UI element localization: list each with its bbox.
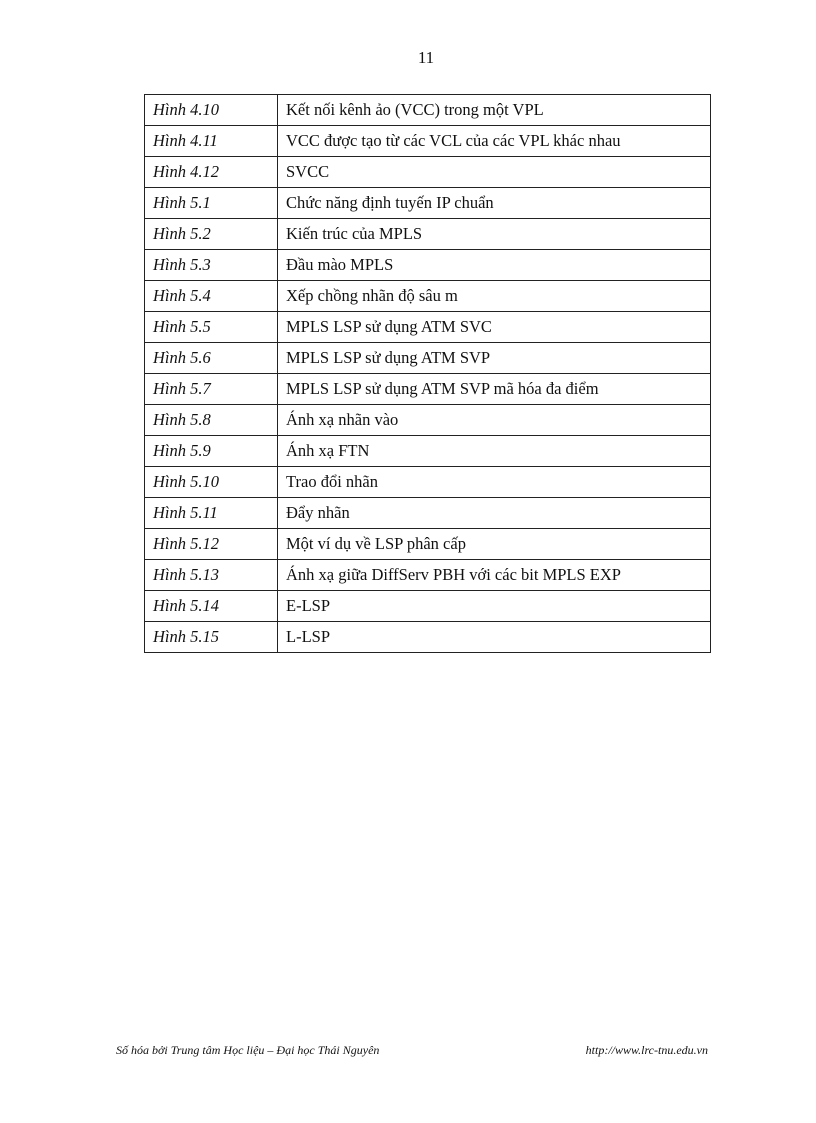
figure-title: Kiến trúc của MPLS <box>278 219 711 250</box>
figure-list-body <box>145 95 711 653</box>
figure-title: VCC được tạo từ các VCL của các VPL khác nhau <box>278 126 711 157</box>
figure-number: Hình 5.11 <box>145 498 278 529</box>
table-row <box>145 498 711 529</box>
figure-title: Chức năng định tuyến IP chuẩn <box>278 188 711 219</box>
figure-number: Hình 5.1 <box>145 188 278 219</box>
figure-number: Hình 4.10 <box>145 95 278 126</box>
footer-source-text: Số hóa bởi Trung tâm Học liệu – Đại học Thái Nguyên <box>116 1043 380 1057</box>
table-row <box>145 250 711 281</box>
figure-number: Hình 5.5 <box>145 312 278 343</box>
figure-number: Hình 5.3 <box>145 250 278 281</box>
figure-number: Hình 4.11 <box>145 126 278 157</box>
figure-title: Ánh xạ nhãn vào <box>278 405 711 436</box>
table-row <box>145 374 711 405</box>
table-row <box>145 281 711 312</box>
table-row <box>145 467 711 498</box>
figure-list-table <box>144 94 711 653</box>
page-number: 11 <box>417 48 435 67</box>
figure-number: Hình 5.4 <box>145 281 278 312</box>
figure-number: Hình 5.13 <box>145 560 278 591</box>
footer-url: http://www.lrc-tnu.edu.vn <box>585 1043 708 1057</box>
figure-title: Ánh xạ giữa DiffServ PBH với các bit MPLS EXP <box>278 560 711 591</box>
table-row <box>145 95 711 126</box>
figure-title: SVCC <box>278 157 711 188</box>
figure-number: Hình 4.12 <box>145 157 278 188</box>
figure-number: Hình 5.9 <box>145 436 278 467</box>
figure-title: Xếp chồng nhãn độ sâu m <box>278 281 711 312</box>
figure-title: L-LSP <box>278 622 711 653</box>
table-row <box>145 436 711 467</box>
figure-number: Hình 5.6 <box>145 343 278 374</box>
figure-title: Một ví dụ về LSP phân cấp <box>278 529 711 560</box>
table-row <box>145 622 711 653</box>
figure-title: Đẩy nhãn <box>278 498 711 529</box>
figure-title: Kết nối kênh ảo (VCC) trong một VPL <box>278 95 711 126</box>
table-row <box>145 529 711 560</box>
figure-title: Đầu mào MPLS <box>278 250 711 281</box>
figure-title: MPLS LSP sử dụng ATM SVC <box>278 312 711 343</box>
figure-title: E-LSP <box>278 591 711 622</box>
table-row <box>145 560 711 591</box>
figure-number: Hình 5.14 <box>145 591 278 622</box>
table-row <box>145 219 711 250</box>
figure-number: Hình 5.12 <box>145 529 278 560</box>
figure-title: MPLS LSP sử dụng ATM SVP mã hóa đa điểm <box>278 374 711 405</box>
figure-number: Hình 5.10 <box>145 467 278 498</box>
table-row <box>145 405 711 436</box>
figure-title: Trao đổi nhãn <box>278 467 711 498</box>
table-row <box>145 591 711 622</box>
table-row <box>145 188 711 219</box>
figure-title: Ánh xạ FTN <box>278 436 711 467</box>
table-row <box>145 126 711 157</box>
table-row <box>145 312 711 343</box>
table-row <box>145 157 711 188</box>
figure-title: MPLS LSP sử dụng ATM SVP <box>278 343 711 374</box>
table-row <box>145 343 711 374</box>
figure-number: Hình 5.8 <box>145 405 278 436</box>
figure-number: Hình 5.2 <box>145 219 278 250</box>
figure-number: Hình 5.15 <box>145 622 278 653</box>
figure-number: Hình 5.7 <box>145 374 278 405</box>
